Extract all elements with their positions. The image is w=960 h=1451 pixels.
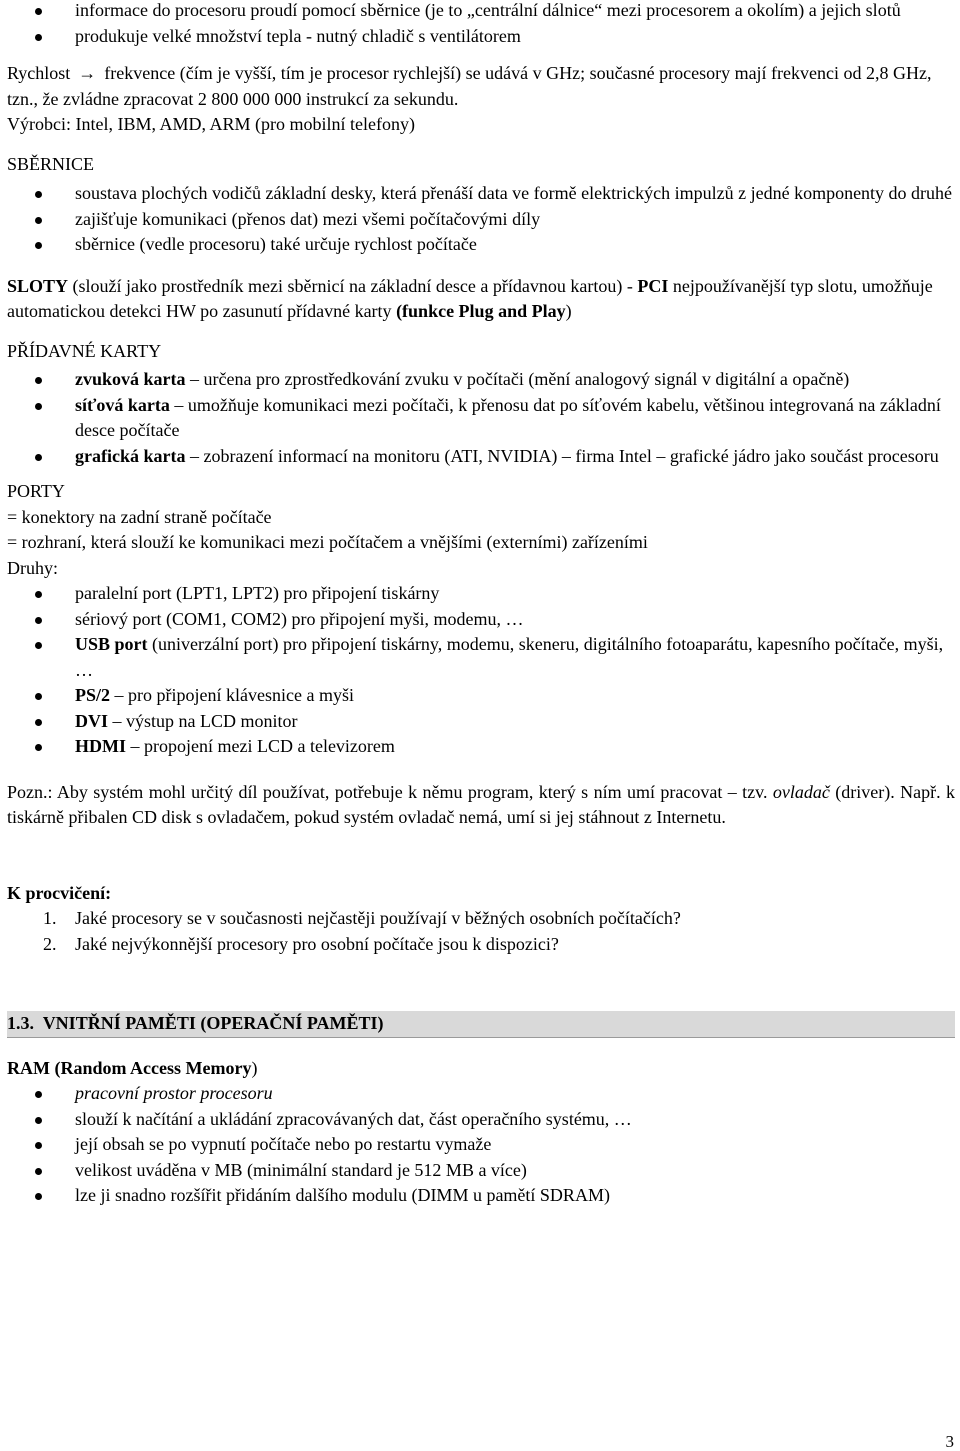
section-number: 1.3. bbox=[7, 1013, 34, 1033]
pci-term: PCI bbox=[637, 275, 669, 296]
document-page bbox=[7, 0, 955, 1209]
page-number: 3 bbox=[945, 1432, 954, 1451]
porty-def-1: = konektory na zadní straně počítače bbox=[7, 506, 272, 527]
sloty-paragraph bbox=[7, 274, 955, 325]
card-text: – umožňuje komunikaci mezi počítači, k přenosu dat po síťovém kabelu, většinou integrovaná na základní desce počítače bbox=[75, 394, 941, 440]
heading-sbernice: SBĚRNICE bbox=[7, 153, 95, 174]
sloty-close: ) bbox=[565, 301, 572, 321]
port-term: PS/2 bbox=[75, 685, 111, 705]
list-item: její obsah se po vypnutí počítače nebo po restartu vymaže bbox=[7, 1132, 955, 1158]
port-text: sériový port (COM1, COM2) pro připojení myši, modemu, … bbox=[75, 608, 524, 629]
sloty-text: (slouží jako prostředník mezi sběrnicí na základní desce a přídavnou kartou) - bbox=[68, 275, 638, 296]
note-paragraph bbox=[7, 780, 955, 831]
note-rest: (driver). Např. k tiskárně přibalen CD disk s ovladačem, pokud systém ovladač nemá, umí si jej stáhnout z Internetu. bbox=[7, 781, 956, 827]
makers-line: Výrobci: Intel, IBM, AMD, ARM (pro mobilní telefony) bbox=[7, 114, 415, 134]
card-text: – zobrazení informací na monitoru (ATI, NVIDIA) – firma Intel – grafické jádro jako součást procesoru bbox=[185, 445, 939, 466]
cpu-bullet-list bbox=[7, 0, 955, 49]
sloty-term: SLOTY bbox=[7, 275, 69, 296]
card-text: – určena pro zprostředkování zvuku v počítači (mění analogový signál v digitální a opačně) bbox=[185, 369, 850, 389]
list-item: sběrnice (vedle procesoru) také určuje rychlost počítače bbox=[7, 232, 955, 258]
port-term: DVI bbox=[75, 710, 109, 731]
porty-def-2: = rozhraní, která slouží ke komunikaci mezi počítačem a vnějšími (externími) zařízeními bbox=[7, 532, 648, 552]
exercise-title: K procvičení: bbox=[7, 882, 112, 903]
port-term: HDMI bbox=[75, 736, 126, 756]
karty-list bbox=[7, 367, 955, 469]
list-item bbox=[7, 709, 955, 735]
porty-list bbox=[7, 581, 955, 760]
port-text: – výstup na LCD monitor bbox=[108, 710, 298, 731]
list-item bbox=[7, 393, 955, 444]
list-item: velikost uváděna v MB (minimální standard je 512 MB a více) bbox=[7, 1158, 955, 1184]
heading-porty: PORTY bbox=[7, 481, 65, 501]
section-title: VNITŘNÍ PAMĚTI (OPERAČNÍ PAMĚTI) bbox=[42, 1013, 384, 1033]
card-term: zvuková karta bbox=[75, 369, 186, 389]
arrow-right-icon: → bbox=[78, 63, 97, 83]
list-item bbox=[7, 683, 955, 709]
port-term: USB port bbox=[75, 634, 148, 654]
note-term: ovladač bbox=[772, 781, 830, 802]
note-lead: Pozn.: Aby systém mohl určitý díl používat, potřebuje k němu program, který s ním umí pracovat – tzv. bbox=[7, 781, 773, 802]
exercise-text: Jaké procesory se v současnosti nejčastěji používají v běžných osobních počítačích? bbox=[75, 908, 681, 928]
list-item: zajišťuje komunikaci (přenos dat) mezi všemi počítačovými díly bbox=[7, 207, 955, 233]
ram-heading bbox=[7, 1056, 955, 1082]
exercise-text: Jaké nejvýkonnější procesory pro osobní počítače jsou k dispozici? bbox=[75, 933, 559, 954]
list-item: produkuje velké množství tepla - nutný chladič s ventilátorem bbox=[7, 24, 955, 50]
list-item: soustava plochých vodičů základní desky, která přenáší data ve formě elektrických impulzů z jedné komponenty do druhé bbox=[7, 181, 955, 207]
speed-label: Rychlost bbox=[7, 63, 71, 83]
porty-druhy: Druhy: bbox=[7, 557, 58, 578]
exercise-number: 1. bbox=[43, 908, 57, 928]
list-item bbox=[7, 632, 955, 683]
list-item bbox=[7, 734, 955, 760]
exercise-list bbox=[7, 906, 955, 957]
list-item: pracovní prostor procesoru bbox=[7, 1081, 955, 1107]
plug-and-play-term: (funkce Plug and Play bbox=[396, 301, 566, 321]
ram-close: ) bbox=[251, 1057, 258, 1078]
ram-term: RAM (Random Access Memory bbox=[7, 1057, 252, 1078]
heading-karty: PŘÍDAVNÉ KARTY bbox=[7, 340, 162, 361]
list-item bbox=[7, 607, 955, 633]
sbernice-list bbox=[7, 181, 955, 258]
list-item: lze ji snadno rozšířit přidáním dalšího modulu (DIMM u pamětí SDRAM) bbox=[7, 1183, 955, 1209]
sloty-text-2: nejpoužívanější typ slotu, umožňuje automatickou detekci HW po zasunutí přídavné karty bbox=[7, 275, 933, 321]
exercise-item bbox=[7, 932, 955, 958]
ram-list bbox=[7, 1081, 955, 1209]
list-item bbox=[7, 367, 955, 393]
speed-text: frekvence (čím je vyšší, tím je procesor rychlejší) se udává v GHz; současné procesory mají frekvenci od 2,8 GHz, tzn., že zvládne zpracovat 2 800 000 000 instrukcí za sekundu. bbox=[7, 63, 932, 109]
exercise-number: 2. bbox=[43, 933, 57, 954]
list-item: slouží k načítání a ukládání zpracovávaných dat, část operačního systému, … bbox=[7, 1107, 955, 1133]
port-text: (univerzální port) pro připojení tiskárny, modemu, skeneru, digitálního fotoaparátu, kapesního počítače, myši, … bbox=[75, 634, 944, 680]
list-item bbox=[7, 581, 955, 607]
list-item bbox=[7, 444, 955, 470]
speed-paragraph bbox=[7, 61, 955, 112]
exercise-item bbox=[7, 906, 955, 932]
port-text: paralelní port (LPT1, LPT2) pro připojení tiskárny bbox=[75, 583, 440, 603]
port-text: – propojení mezi LCD a televizorem bbox=[126, 736, 395, 756]
section-heading-bar bbox=[7, 1011, 955, 1038]
card-term: grafická karta bbox=[75, 445, 186, 466]
list-item: informace do procesoru proudí pomocí sběrnice (je to „centrální dálnice“ mezi procesorem a okolím) a jejich slotů bbox=[7, 0, 955, 24]
card-term: síťová karta bbox=[75, 394, 170, 415]
port-text: – pro připojení klávesnice a myši bbox=[110, 685, 354, 705]
